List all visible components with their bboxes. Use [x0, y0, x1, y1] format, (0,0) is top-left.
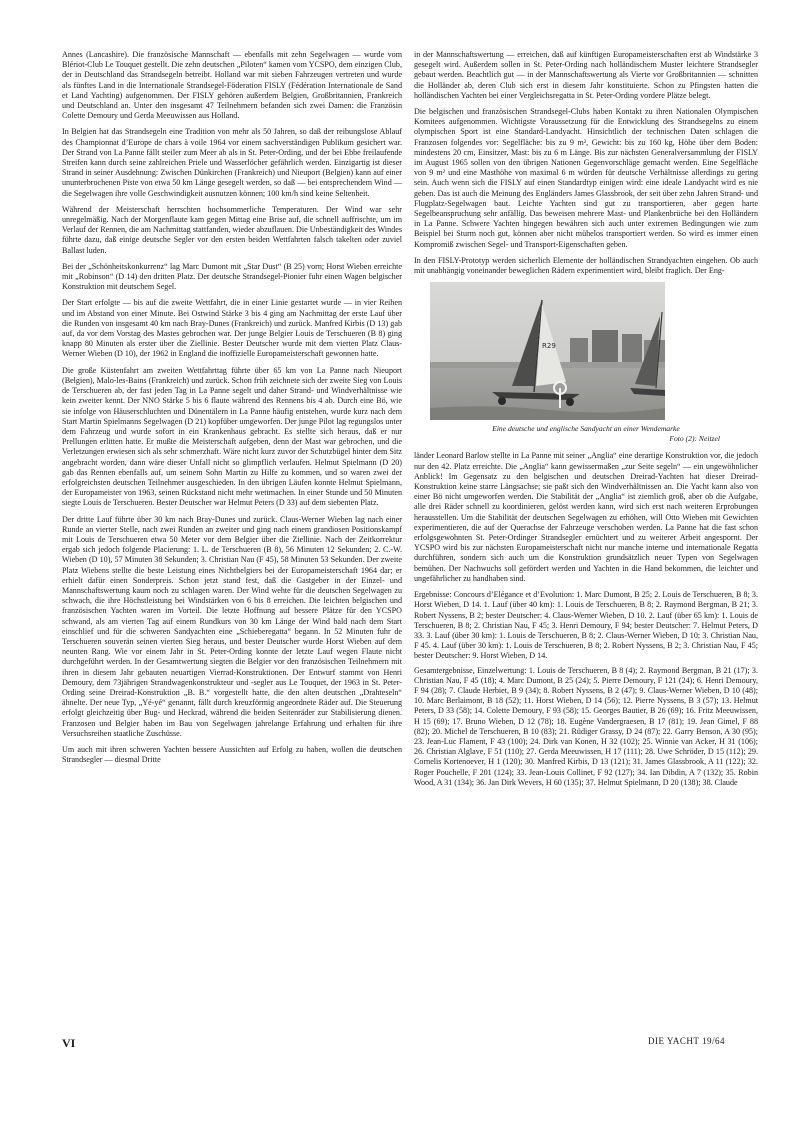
- paragraph: Die belgischen und französischen Strandsegel-Clubs haben Kontakt zu ihren Nationalen Olympischen Komitees aufgenommen. Wichtigste Voraussetzung für die Entwicklung des Strandsegelns zu einem olympischen Sport ist eine Standard-Landyacht. Hinsichtlich der technischen Daten schlagen die Franzosen folgendes vor: Segelfläche: bis zu 9 m², Gewicht: bis zu 160 kg, Höhe über dem Boden: mindestens 20 cm, Einsitzer, Mast: bis zu 6 m Länge. Bis zur nächsten Generalversammlung der FISLY im August 1965 sollen von den übrigen Nationen Gegenvorschläge gemacht werden. Eine Segelfläche von 9 m² und eine Masthöhe von maximal 6 m würden für deutsche Verhältnisse allerdings zu gering sein. Auch wenn sich die FISLY auf einen Standardtyp einigen wird: eine ideale Landyacht wird es nie geben. Das ist auch die Meinung des Engländers James Glassbrook, der seit über zehn Jahren Strand- und Flugplatz-Segelwagen baut. Leichte Yachten sind gut zu transportieren, aber gegen harte Segelbeanspruchung sehr anfällig. Das beweisen mehrere Mast- und Plankenbrüche bei den Holländern in La Panne. Schwere Yachten hingegen bewähren sich auch unter extremen Bedingungen wie zum Beispiel bei Sturm noch gut, können aber nicht mühelos transportiert werden. So wird es immer einen Kompromiß zwischen Segel- und Transport-Eigenschaften geben.: [414, 107, 758, 249]
- results-paragraph: Ergebnisse: Concours d’Elégance et d’Evolution: 1. Marc Dumont, B 25; 2. Louis de Terschueren, B 8; 3. Horst Wieben, D 14. 1. Lauf (über 40 km): 1. Louis de Terschueren, B 8; 2. Raymond Bergman, B 21; 3. Robert Nyssens, B 2; bester Deutscher: 4. Claus-Werner Wieben, D 10. 2. Lauf (über 65 km): 1. Louis de Terschueren, B 8; 2. Christian Nau, F 45; 3. Henri Demoury, F 94; bester Deutscher: 7. Helmut Peters, D 33. 3. Lauf (über 30 km): 1. Louis de Terschueren, B 8; 2. Claus-Werner Wieben, D 10; 3. Christian Nau, F 45. 4. Lauf (über 30 km): 1. Louis de Terschueren, B 8; 2. Robert Nyssens, B 2; 3. Christian Nau, F 45; bester Deutscher: 9. Horst Wieben, D 14.: [414, 590, 758, 661]
- svg-text:R29: R29: [542, 342, 556, 351]
- page-number: VI: [62, 1036, 76, 1050]
- magazine-issue: DIE YACHT 19/64: [648, 1036, 725, 1046]
- photo-caption: [414, 424, 758, 443]
- paragraph: In den FISLY-Prototyp werden sicherlich Elemente der holländischen Strandyachten eingehen. Ob auch mit unabhängig voneinander beweglichen Rädern experimentiert wird, bleibt fraglich. Der Eng-: [414, 255, 758, 276]
- left-column: [62, 50, 402, 771]
- paragraph: Um auch mit ihren schweren Yachten bessere Aussichten auf Erfolg zu haben, wollen die deutschen Strandsegler — diesmal Dritte: [62, 745, 402, 765]
- photo-credit: Foto (2): Neitzel: [669, 433, 720, 443]
- overall-results-paragraph: Gesamtergebnisse, Einzelwertung: 1. Louis de Terschueren, B 8 (4); 2. Raymond Bergman, B 21 (17); 3. Christian Nau, F 45 (18); 4. Marc Dumont, B 25 (24); 5. Pierre Demoury, F 121 (24); 6. Henri Demoury, F 94 (28); 7. Claude Herbiet, B 9 (34); 8. Robert Nyssens, B 2 (47); 9. Claus-Werner Wieben, D 10 (48); 10. Marc Berlaimont, B 18 (52); 11. Horst Wieben, D 14 (56); 12. Pierre Nyssens, B 3 (57); 13. Helmut Peters, D 33 (58); 14. Colette Demoury, F 93 (58); 15. Georges Bautier, B 26 (69); 16. Fritz Meeuwissen, H 15 (69); 17. Bruno Wieben, D 12 (78); 18. Eugène Vandergraesen, B 17 (81); 19. Jean Gimel, F 88 (82); 20. Michel de Terschueren, B 10 (83); 21. Rüdiger Grassy, D 24 (87); 22. Garry Benson, A 30 (95); 23. Jean-Luc Flament, F 43 (100); 24. Dirk van Konen, H 32 (102); 25. Winnie van Acker, H 31 (106); 26. Christian Alglave, F 51 (110); 27. Gerda Meeuwissen, H 17 (111); 28. Uwe Schröder, D 15 (112); 29. Cornelis Kortenoever, H 1 (120); 30. Manfred Kirbis, D 13 (121); 31. James Glassbrook, A 11 (122); 32. Roger Pouchelle, F 201 (124); 33. Jean-Louis Collinet, F 92 (127); 34. Ian Dibdin, A 7 (132); 35. Robin Wood, A 31 (134); 36. Jan Dirk Wevers, H 60 (135); 37. Helmut Spielmann, D 20 (138); 38. Claude: [414, 665, 758, 787]
- paragraph: Der dritte Lauf führte über 30 km nach Bray-Dunes und zurück. Claus-Werner Wieben lag nach einer Runde an vierter Stelle, nach zwei Runden an zweiter und ging nach einem grandiosen Positionskampf mit Louis de Terschueren etwa 50 Meter vor dem Belgier über die Ziellinie. Nach der Zeitkorrektur ergab sich jedoch folgende Placierung: 1. L. de Terschueren (B 8), 56 Minuten 12 Sekunden; 2. C.-W. Wieben (D 10), 57 Minuten 38 Sekunden; 3. Christian Nau (F 45), 58 Minuten 53 Sekunden. Der zweite Platz Wiebens stellte die beste Leistung eines Nichtbelgiers bei der Europameisterschaft 1964 dar; er erhielt dafür einen Sonderpreis. Schon jetzt stand fest, daß die Gastgeber in der Einzel- und Mannschaftswertung kaum noch zu schlagen waren. Der Wind wehte für die deutschen Segelwagen zu schwach, die ihre Höchstleistung bei Windstärken von 6 bis 8 erreichen. Die leichten belgischen und französischen Yachten waren im Vorteil. Die letzte Hoffnung auf bessere Plätze für den YCSPO schwand, als am vierten Tag auf einem Rundkurs von 30 km Länge der Wind bald nach dem Start einschlief und für die schweren Sandyachten eine „Schieberegatta“ begann. In 52 Minuten fuhr de Terschueren souverän seinen vierten Sieg heraus, und bester Deutscher wurde Horst Wieben auf dem neunten Rang. Wie vor einem Jahr in St. Peter-Ording konnte der letzte Lauf wegen Flaute nicht durchgeführt werden. In der Gesamtwertung siegten die Belgier vor den französischen Teilnehmern mit ihren in diesem Jahr gebauten neuartigen Vierrad-Konstruktionen. Der Entwurf stammt von Henri Demoury, dem 73jährigen Strandwagenkonstrukteur und -segler aus Le Touquet, der 1963 in St. Peter-Ording seine Dreirad-Konstruktion „B. B.“ vorgestellt hatte, die den alten deutschen „Drahteseln“ ähnelte. Der neue Typ, „Yé-yé“ genannt, fällt durch kreuzförmig angeordnete Räder auf. Die Steuerung erfolgt gleichzeitig über Bug- und Heckrad, während die beiden Seitenräder zur Stabilisierung dienen. Franzosen und Belgier haben im Bau von Segelwagen jahrelange Erfahrung und erhalten für ihre Versuchsreihen staatliche Zuschüsse.: [62, 514, 402, 738]
- paragraph: in der Mannschaftswertung — erreichen, daß auf künftigen Europameisterschaften erst ab Windstärke 3 gesegelt wird. Außerdem sollen in St. Peter-Ording nach holländischem Muster leichtere Strandsegler gebaut werden. Beachtlich gut — in der Mannschaftswertung als Vierte vor Großbritannien — schnitten die Holländer ab, deren Club sich erst in diesem Jahr konstituierte. Schon zu Pfingsten hatten die holländischen Yachten bei einer Vergleichsregatta in St. Peter-Ording vordere Plätze belegt.: [414, 50, 758, 100]
- paragraph: Während der Meisterschaft herrschten hochsommerliche Temperaturen. Der Wind war sehr unregelmäßig. Nach der Morgenflaute kam gegen Mittag eine Brise auf, die schnell auffrischte, um im Verlauf der Rennen, die am Nachmittag stattfanden, wieder abzuflauen. Die Unbeständigkeit des Windes führte dazu, daß einige deutsche Segler vor den ersten beiden Wettfahrten falsch takelten oder zuviel Ballast luden.: [62, 204, 402, 255]
- right-column: [414, 50, 758, 792]
- paragraph: Die große Küstenfahrt am zweiten Wettfahrttag führte über 65 km von La Panne nach Nieuport (Belgien), Malo-les-Bains (Frankreich) und zurück. Schon früh zeichnete sich der zweite Sieg von Louis de Terschueren ab, der fast jeden Tag in La Panne segelt und daher Strand- und Windverhältnisse wie kein zweiter kennt. Der NNO Stärke 5 bis 6 flaute während des Rennens bis 4 ab. Durch eine Bö, wie sie infolge von Häuserschluchten und Dünentälern in La Panne häufig entstehen, wurde kurz nach dem Start Martin Spielmanns Segelwagen (D 21) kopfüber umgeworfen. Der junge Pilot lag regungslos unter dem Fahrzeug und wurde sofort in ein Krankenhaus gebracht. Es stellte sich heraus, daß er nur Prellungen erlitten hatte. Er mußte die Meisterschaft aufgeben, denn der Mast war gebrochen, und die Verletzungen erwiesen sich als sehr schmerzhaft. Wäre nicht kurz zuvor der Schutzbügel hinter dem Sitz angebracht worden, dann wäre dieser Unfall nicht so glimpflich verlaufen. Helmut Spielmann (D 20) gab das Rennen ebenfalls auf, um seinem Sohn Martin zu Hilfe zu kommen, und so waren zwei der erfolgreichsten deutschen Teilnehmer ausgeschieden. In den übrigen Läufen konnte Helmut Spielmann, der Europameister von 1963, seinen Rückstand nicht mehr wettmachen. In einer Stunde und 50 Minuten siegte Louis de Terschueren. Bester Deutscher war Helmut Peters (D 33) auf dem siebenten Platz.: [62, 365, 402, 508]
- paragraph: länder Leonard Barlow stellte in La Panne mit seiner „Anglia“ eine derartige Konstruktion vor, die jedoch nur den 42. Platz erreichte. Die „Anglia“ kann gewissermaßen „zur Seite segeln“ — ein ungewöhnlicher Anblick! Im Gegensatz zu den belgischen und deutschen Dreirad-Yachten hat dieser Dreirad-Konstruktion keine starre Längsachse; sie paßt sich den Windverhältnissen an. Die Yacht kann also von einer Bö nicht umgeworfen werden. Die Stabilität der „Anglia“ ist ziemlich groß, aber ob die Aufgabe, alle drei Räder schnell zu koordinieren, gelöst werden kann, wird sich erst nach weiteren Erprobungen herausstellen. Um die Stabilität der deutschen Segelwagen zu erhöhen, will Otto Wieben mit Gewichten experimentieren, die auf der Querachse der Fahrzeuge verschoben werden. La Panne hat die fast schon erfolgsgewohnten St. Peter-Ordinger Strandsegler ernüchtert und zu weiterer Arbeit angespornt. Der YCSPO wird bis zur nächsten Europameisterschaft nicht nur manche interne und internationale Regatta durchführen, sondern sich auch um die Konstruktion grundsätzlich neuer Typen von Segelwagen bemühen. Der Nachwuchs soll gefördert werden und Yachten in die Hand bekommen, die leichter und ungefährlicher zu handhaben sind.: [414, 451, 758, 583]
- sandyacht-photo: [430, 282, 665, 420]
- photo-image: [430, 282, 665, 420]
- caption-text: Eine deutsche und englische Sandyacht an einer Wendemarke: [492, 424, 680, 434]
- paragraph: In Belgien hat das Strandsegeln eine Tradition von mehr als 50 Jahren, so daß der reibungslose Ablauf des Championnat d’Europe de chars à voile 1964 vor einem sachverständigen Publikum gesichert war. Der Strand von La Panne fällt steiler zum Meer ab als in St. Peter-Ording, und der bei Ebbe freilaufende Streifen kann durch seine zahlreichen Priele und Wasserlöcher gefährlich werden. Einzigartig ist dieser Strand in seiner Ausdehnung: Zwischen Dünkirchen (Frankreich) und Nieuport (Belgien) kann auf einer ununterbrochenen Piste von etwa 50 km Länge gesegelt werden, so daß — bei entsprechendem Wind — die Segelwagen ihre volle Geschwindigkeit ausnutzen können; 100 km/h sind keine Seltenheit.: [62, 127, 402, 198]
- paragraph: Annes (Lancashire). Die französische Mannschaft — ebenfalls mit zehn Segelwagen — wurde vom Blériot-Club Le Touquet gestellt. Die zehn deutschen „Piloten“ kamen vom YCSPO, dem einzigen Club, der in Deutschland das Strandsegeln betreibt. Holland war mit sieben Fahrzeugen vertreten und wurde als fünftes Land in die Internationale Strandsegel-Föderation FISLY (Fédération Internationale de Sand et Land Yachting) aufgenommen. Der FISLY gehören außerdem Belgien, Großbritannien, Frankreich und Deutschland an. Unter den insgesamt 47 Teilnehmern befanden sich zwei Damen: die Französin Colette Demoury und Gerda Meeuwissen aus Holland.: [62, 50, 402, 121]
- paragraph: Der Start erfolgte — bis auf die zweite Wettfahrt, die in einer Linie gestartet wurde — in vier Reihen und im Abstand von einer Minute. Bei Ostwind Stärke 3 bis 4 ging am Nachmittag der erste Lauf über die Runden von insgesamt 40 km nach Bray-Dunes (Frankreich) und zurück. Manfred Kirbis (D 13) gab auf, da vor dem Vorstag des Mastes gebrochen war. Der junge Belgier Louis de Terschueren (B 8) ging knapp 80 Minuten als erster über die Ziellinie. Bester Deutscher wurde mit dem vierten Platz Claus-Werner Wieben (D 10), der 1962 in England die inoffizielle Europameisterschaft gewonnen hatte.: [62, 298, 402, 359]
- paragraph: Bei der „Schönheitskonkurrenz“ lag Marc Dumont mit „Star Dust“ (B 25) vorn; Horst Wieben erreichte mit „Robinson“ (D 14) den dritten Platz. Der deutsche Strandsegel-Pionier fuhr einen Wagen belgischer Konstruktion mit deutschem Segel.: [62, 261, 402, 292]
